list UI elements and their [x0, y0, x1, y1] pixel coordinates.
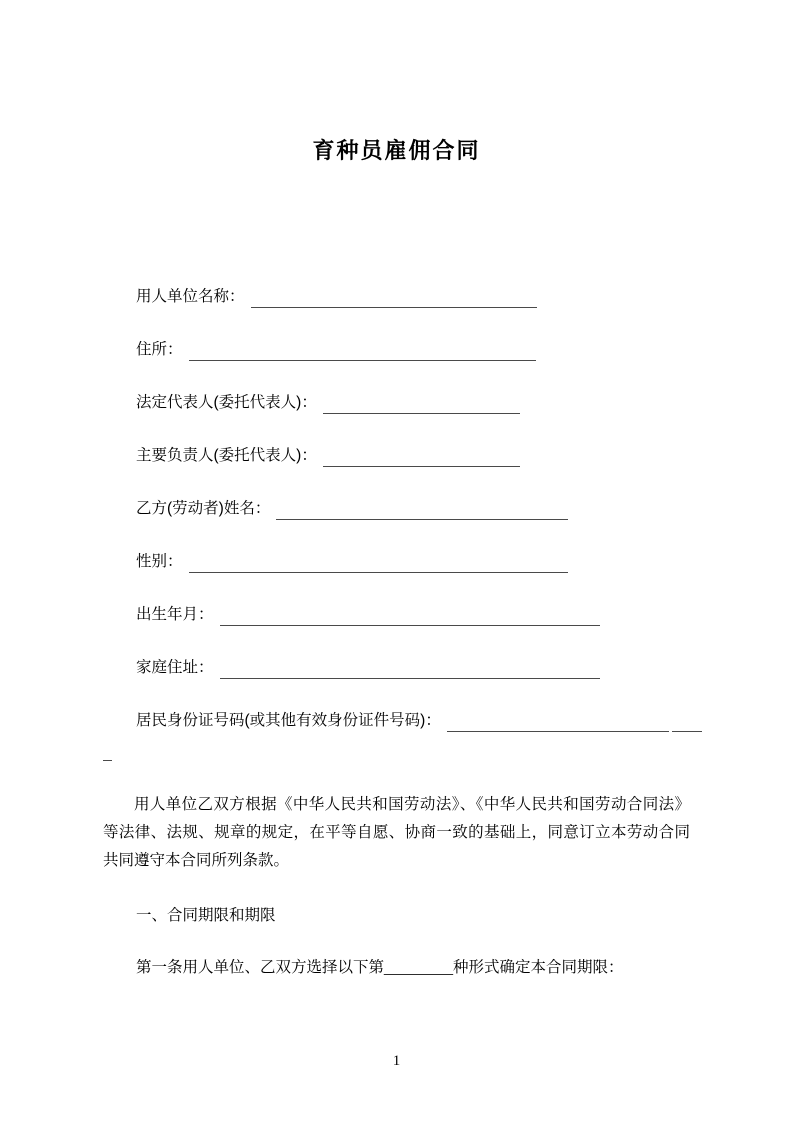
- partyb-name-blank-line[interactable]: [276, 500, 568, 520]
- principal-person-label: 主要负责人(委托代表人)：: [136, 447, 317, 464]
- legal-representative-blank-line[interactable]: [323, 394, 520, 414]
- field-row-employer-name: [136, 286, 537, 308]
- field-row-partyb-name: [136, 498, 568, 520]
- home-address-blank-line[interactable]: [220, 659, 600, 679]
- field-row-home-address: [136, 657, 600, 679]
- field-row-legal-representative: [136, 392, 520, 414]
- principal-person-blank-line[interactable]: [323, 447, 520, 467]
- address-label: 住所：: [136, 341, 183, 358]
- field-row-principal-person: [136, 445, 520, 467]
- address-blank-line[interactable]: [189, 341, 536, 361]
- id-number-blank-wrap-line[interactable]: [103, 741, 112, 761]
- gender-blank-line[interactable]: [189, 553, 568, 573]
- intro-paragraph: 用人单位乙双方根据《中华人民共和国劳动法》、《中华人民共和国劳动合同法》等法律、法规、规章的规定，在平等自愿、协商一致的基础上，同意订立本劳动合同共同遵守本合同所列条款。: [103, 796, 690, 869]
- id-number-blank-line[interactable]: [447, 712, 669, 732]
- legal-representative-label: 法定代表人(委托代表人)：: [136, 394, 317, 411]
- clause1-suffix: 种形式确定本合同期限：: [452, 959, 624, 976]
- gender-label: 性别：: [136, 553, 183, 570]
- clause1-prefix: 第一条用人单位、乙双方选择以下第: [136, 959, 385, 976]
- employer-name-blank-line[interactable]: [251, 288, 537, 308]
- id-number-blank-wrap-row: [103, 739, 690, 761]
- id-number-blank-line-segment[interactable]: [672, 712, 702, 732]
- id-number-label: 居民身份证号码(或其他有效身份证件号码)：: [136, 712, 441, 729]
- field-row-id-number: [136, 710, 702, 732]
- clause1-blank[interactable]: ________: [384, 959, 453, 976]
- document-title: 育种员雇佣合同: [312, 138, 481, 163]
- home-address-label: 家庭住址：: [136, 659, 214, 676]
- employer-name-label: 用人单位名称：: [136, 288, 245, 305]
- clause1-line: [136, 957, 690, 979]
- page-number: 1: [392, 1053, 401, 1069]
- field-row-address: [136, 339, 536, 361]
- field-row-gender: [136, 551, 568, 573]
- field-row-birth-date: [136, 604, 600, 626]
- section1-heading: 一、合同期限和期限: [136, 907, 276, 924]
- partyb-name-label: 乙方(劳动者)姓名：: [136, 500, 271, 517]
- birth-date-label: 出生年月：: [136, 606, 214, 623]
- birth-date-blank-line[interactable]: [220, 606, 600, 626]
- form-fields: [103, 286, 690, 761]
